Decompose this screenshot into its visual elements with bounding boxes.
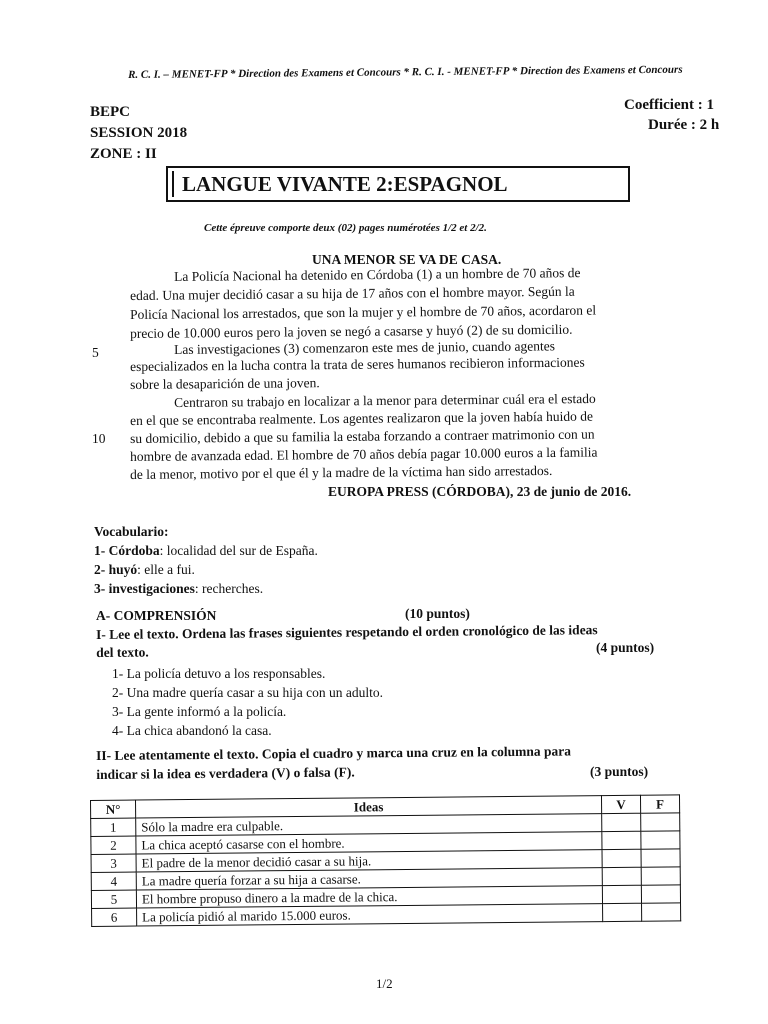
list-item: 4- La chica abandonó la casa. — [112, 723, 272, 738]
true-cell — [602, 867, 641, 885]
vocabulary-term: 3- investigaciones — [94, 581, 195, 596]
column-header-ideas: Ideas — [136, 796, 602, 818]
question-1-line-2: del texto. — [96, 644, 149, 660]
text-line-8: Centraron su trabajo en localizar a la menor para determinar cuál era el estado — [174, 390, 596, 410]
list-item: 3- La gente informó a la policía. — [112, 704, 287, 719]
ideas-table — [90, 794, 681, 927]
text-line-5: Las investigaciones (3) comenzaron este mes de junio, cuando agentes — [174, 338, 556, 357]
row-number: 2 — [91, 836, 136, 854]
text-source: EUROPA PRESS (CÓRDOBA), 23 de junio de 2016. — [328, 484, 632, 499]
exam-zone: ZONE : II — [90, 146, 157, 162]
false-cell — [642, 903, 681, 921]
true-cell — [602, 831, 641, 849]
row-idea: El padre de la menor decidió casar a su hija. — [136, 850, 602, 872]
question-1 — [96, 621, 598, 662]
vocabulary-term: 1- Córdoba — [94, 543, 160, 558]
row-number: 5 — [91, 890, 136, 908]
true-cell — [602, 849, 641, 867]
column-header-number: N° — [91, 800, 136, 818]
false-cell — [641, 813, 680, 831]
list-item: 2- Una madre quería casar a su hija con un adulto. — [112, 685, 384, 700]
exam-info — [90, 102, 187, 165]
true-cell — [603, 903, 642, 921]
exam-banner: R. C. I. – MENET-FP * Direction des Examens et Concours * R. C. I. - MENET-FP * Direction des Examens et Concours — [128, 63, 683, 81]
text-line-1: La Policía Nacional ha detenido en Córdoba (1) a un hombre de 70 años de — [174, 265, 581, 284]
row-idea: Sólo la madre era culpable. — [136, 814, 602, 836]
exam-meta — [624, 95, 719, 135]
question-2-line-2: indicar si la idea es verdadera (V) o falsa (F). — [96, 764, 355, 782]
text-line-3: Policía Nacional los arrestados, que son la mujer y el hombre de 70 años, acordaron el — [130, 302, 597, 322]
row-idea: La chica aceptó casarse con el hombre. — [136, 832, 602, 854]
text-line-6: especializados en la lucha contra la trata de seres humanos recibieron informaciones — [130, 354, 585, 374]
question-1-line-1: I- Lee el texto. Ordena las frases siguientes respetando el orden cronológico de las ideas — [96, 622, 598, 642]
row-number: 3 — [91, 854, 136, 872]
false-cell — [641, 885, 680, 903]
text-line-4: precio de 10.000 euros pero la joven se negó a casarse y huyó (2) de su domicilio. — [130, 321, 573, 341]
vocabulary-definition: : elle a fui. — [137, 562, 195, 577]
false-cell — [641, 831, 680, 849]
true-cell — [602, 885, 641, 903]
vocabulary-item — [94, 541, 318, 560]
vocabulary-definition: : recherches. — [194, 581, 264, 596]
vocabulary-item — [94, 579, 318, 598]
pages-note: Cette épreuve comporte deux (02) pages numérotées 1/2 et 2/2. — [204, 222, 487, 234]
false-cell — [641, 867, 680, 885]
column-header-false: F — [640, 795, 679, 813]
row-number: 4 — [91, 872, 136, 890]
row-idea: El hombre propuso dinero a la madre de la chica. — [136, 886, 602, 908]
row-number: 1 — [91, 818, 136, 836]
question-2 — [96, 741, 571, 784]
row-number: 6 — [92, 908, 137, 926]
vocabulary-term: 2- huyó — [94, 562, 138, 577]
true-cell — [602, 813, 641, 831]
duration: Durée : 2 h — [648, 117, 720, 133]
list-item: 1- La policía detuvo a los responsables. — [112, 666, 326, 681]
section-a-points: (10 puntos) — [405, 606, 470, 621]
column-header-true: V — [601, 795, 640, 813]
page-number: 1/2 — [376, 976, 393, 991]
text-line-9: en el que se encontraba realmente. Los agentes realizaron que la joven había huido de — [130, 408, 594, 428]
text-line-7: sobre la desaparición de una joven. — [130, 375, 320, 392]
coefficient: Coefficient : 1 — [624, 97, 714, 113]
text-title: UNA MENOR SE VA DE CASA. — [312, 252, 502, 267]
vocabulary-heading: Vocabulario: — [94, 524, 169, 539]
exam-session: SESSION 2018 — [90, 125, 188, 141]
section-a-title: A- COMPRENSIÓN — [96, 608, 217, 623]
text-line-2: edad. Una mujer decidió casar a su hija de 17 años con el hombre mayor. Según la — [130, 283, 575, 303]
question-2-points: (3 puntos) — [590, 764, 649, 779]
vocabulary — [94, 522, 318, 598]
false-cell — [641, 849, 680, 867]
text-line-10: su domicilio, debido a que su familia la estaba forzando a contraer matrimonio con un — [130, 426, 595, 446]
text-line-11: hombre de avanzada edad. El hombre de 70 años debía pagar 10.000 euros a la familia — [130, 444, 598, 464]
line-number-5: 5 — [92, 345, 99, 360]
question-1-points: (4 puntos) — [596, 640, 655, 655]
vocabulary-item — [94, 560, 318, 579]
sentence-list — [112, 664, 383, 740]
text-line-12: de la menor, motivo por el que él y la madre de la víctima han sido arrestados. — [130, 462, 553, 482]
exam-name: BEPC — [90, 104, 131, 120]
vocabulary-definition: : localidad del sur de España. — [159, 543, 318, 558]
row-idea: La madre quería forzar a su hija a casarse. — [136, 868, 602, 890]
line-number-10: 10 — [92, 431, 106, 446]
page-title: LANGUE VIVANTE 2:ESPAGNOL — [182, 172, 508, 196]
row-idea: La policía pidió al marido 15.000 euros. — [137, 904, 603, 926]
question-2-line-1: II- Lee atentamente el texto. Copia el cuadro y marca una cruz en la columna para — [96, 743, 572, 763]
